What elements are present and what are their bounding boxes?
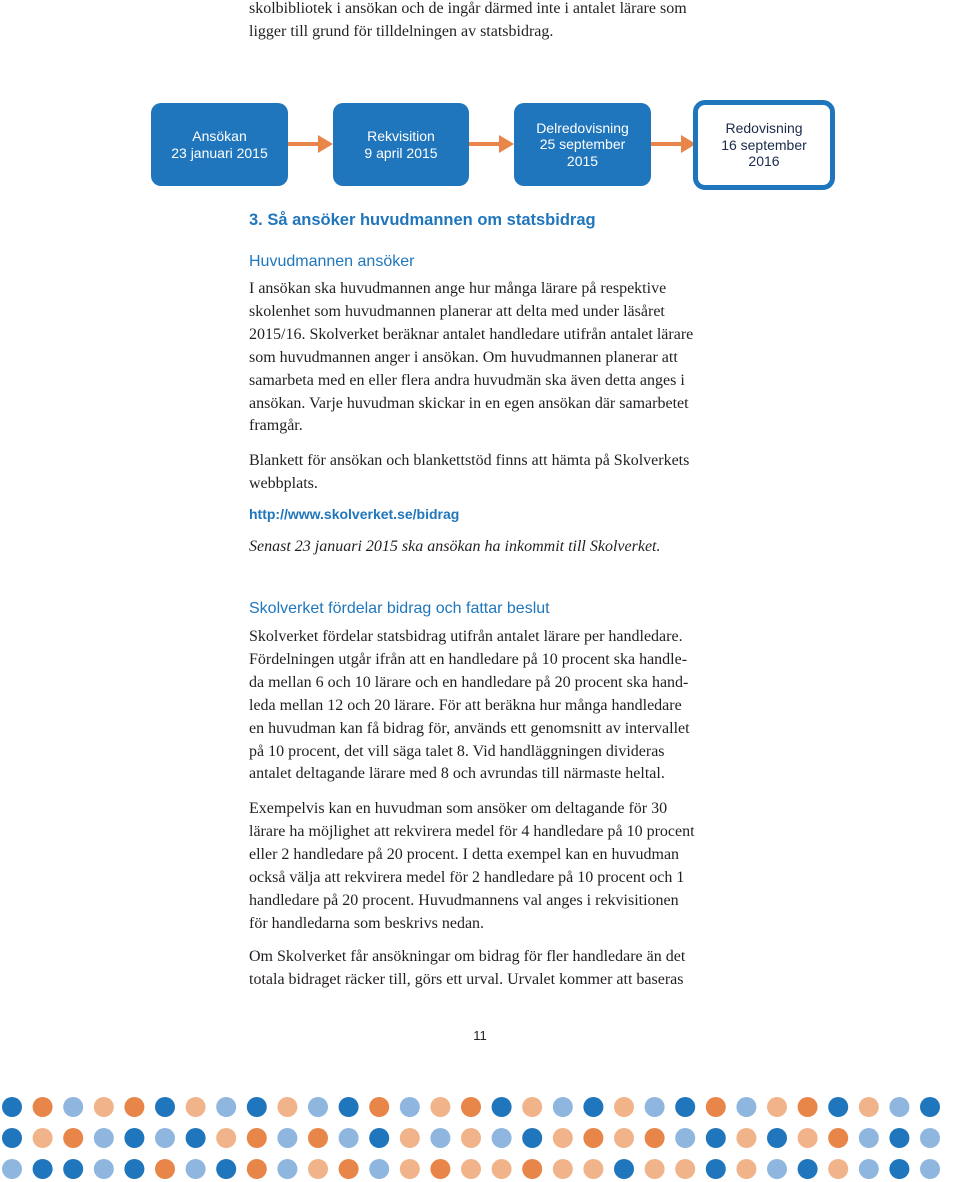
decorative-dot [94,1159,114,1179]
text-line: en huvudman kan få bidrag för, används ett genomsnitt av intervallet [249,719,690,737]
decorative-dot [522,1128,542,1148]
step-date: 9 april 2015 [364,144,438,161]
step-title: Delredovisning [536,119,629,136]
step-year: 2016 [748,153,780,170]
decorative-dot [308,1159,328,1179]
distribute-paragraph-1 [249,626,749,786]
arrow-right-icon [469,132,515,156]
decorative-dot [522,1097,542,1117]
decorative-dot [614,1159,634,1179]
decorative-dot [736,1159,756,1179]
decorative-dot [798,1097,818,1117]
decorative-dot [430,1159,450,1179]
text-line: skolenhet som huvudmannen planerar att delta med under läsåret [249,302,665,320]
decorative-dot [920,1128,940,1148]
decorative-dot [339,1097,359,1117]
decorative-dot [859,1159,879,1179]
text-line: framgår. [249,417,303,435]
text-line: Skolverket fördelar statsbidrag utifrån antalet lärare per handledare. [249,628,683,645]
text-line: samarbeta med en eller flera andra huvudmän ska även detta anges i [249,371,685,389]
decorative-dot [63,1159,83,1179]
decorative-dot [33,1159,53,1179]
decorative-dot [859,1128,879,1148]
decorative-dot [369,1159,389,1179]
decorative-dot [583,1097,603,1117]
decorative-dot [461,1128,481,1148]
timeline-step-ansokan [151,103,288,186]
decorative-dot [920,1097,940,1117]
decorative-dot [706,1159,726,1179]
decorative-dot [920,1159,940,1179]
text-line: I ansökan ska huvudmannen ange hur många lärare på respektive [249,280,667,297]
decorative-dot [369,1128,389,1148]
subheading-distribute: Skolverket fördelar bidrag och fattar beslut [249,600,550,617]
decorative-dot [2,1159,22,1179]
decorative-dot [277,1159,297,1179]
decorative-dot [216,1128,236,1148]
decorative-dot [645,1159,665,1179]
subheading-apply: Huvudmannen ansöker [249,253,415,270]
decorative-dot [675,1159,695,1179]
text-line: handledare på 20 procent. Huvudmannens val anges i rekvisitionen [249,891,679,909]
deadline-note: Senast 23 januari 2015 ska ansökan ha inkommit till Skolverket. [249,538,661,555]
decorative-dot [308,1097,328,1117]
decorative-dot [767,1159,787,1179]
text-line: Blankett för ansökan och blankettstöd finns att hämta på Skolverkets [249,452,690,469]
step-title: Redovisning [725,120,803,137]
decorative-dot [277,1128,297,1148]
decorative-dot [736,1097,756,1117]
decorative-dot [247,1128,267,1148]
decorative-dot [492,1159,512,1179]
step-title: Ansökan [192,128,247,144]
decorative-dot [186,1159,206,1179]
decorative-dot [645,1128,665,1148]
decorative-dot [247,1097,267,1117]
text-line: Om Skolverket får ansökningar om bidrag för fler handledare än det [249,948,686,965]
decorative-dot [675,1097,695,1117]
decorative-dot [63,1128,83,1148]
decorative-dot [492,1128,512,1148]
decorative-dot [33,1097,53,1117]
decorative-dot [124,1128,144,1148]
arrow-right-icon [651,132,697,156]
decorative-dot [889,1159,909,1179]
decorative-dot [522,1159,542,1179]
text-line: Fördelningen utgår ifrån att en handledare på 10 procent ska handle- [249,650,688,668]
decorative-dot [94,1128,114,1148]
decorative-dot [2,1097,22,1117]
step-date: 16 september [721,136,807,153]
text-line: som huvudmannen anger i ansökan. Om huvudmannen planerar att [249,348,678,366]
decorative-dot [706,1097,726,1117]
decorative-dot [828,1128,848,1148]
decorative-dot [461,1097,481,1117]
text-line: da mellan 6 och 10 lärare och en handledare på 20 procent ska hand- [249,673,689,691]
text-line: leda mellan 12 och 20 lärare. För att beräkna hur många handledare [249,696,682,714]
text-line: webbplats. [249,474,318,492]
decorative-dot [583,1128,603,1148]
apply-paragraph-2 [249,450,749,496]
decorative-dot [2,1128,22,1148]
distribute-paragraph-3 [249,946,749,992]
decorative-dot [155,1128,175,1148]
step-date: 23 januari 2015 [171,144,268,161]
page-number: 11 [473,1028,487,1043]
text-line: eller 2 handledare på 20 procent. I detta exempel kan en huvudman [249,845,680,863]
intro-line: skolbibliotek i ansökan och de ingår därmed inte i antalet lärare som [249,0,687,17]
decorative-dot [33,1128,53,1148]
decorative-dot [277,1097,297,1117]
text-line: 2015/16. Skolverket beräknar antalet handledare utifrån antalet lärare [249,325,694,343]
decorative-dot [889,1128,909,1148]
skolverket-link[interactable]: http://www.skolverket.se/bidrag [249,506,460,522]
decorative-dot [889,1097,909,1117]
apply-paragraph-1 [249,278,749,438]
decorative-dot [63,1097,83,1117]
decorative-dot [553,1097,573,1117]
decorative-dot [216,1159,236,1179]
decorative-dot [492,1097,512,1117]
process-timeline [0,0,960,200]
intro-line: ligger till grund för tilldelningen av statsbidrag. [249,22,554,40]
timeline-step-rekvisition [333,103,469,186]
decorative-dot [400,1097,420,1117]
text-line: totala bidraget räcker till, görs ett urval. Urvalet kommer att baseras [249,970,684,988]
timeline-step-delredovisning [514,103,651,186]
decorative-dot [767,1097,787,1117]
decorative-dot [186,1097,206,1117]
decorative-dot [706,1128,726,1148]
decorative-dot [400,1128,420,1148]
decorative-dot [400,1159,420,1179]
decorative-dot [767,1128,787,1148]
decorative-dot [583,1159,603,1179]
decorative-dot [798,1128,818,1148]
decorative-dot [828,1159,848,1179]
decorative-dot-pattern [0,1090,960,1182]
decorative-dot [859,1097,879,1117]
decorative-dot [798,1159,818,1179]
decorative-dot [247,1159,267,1179]
decorative-dot [216,1097,236,1117]
decorative-dot [645,1097,665,1117]
section-title: 3. Så ansöker huvudmannen om statsbidrag [249,211,596,229]
decorative-dot [828,1097,848,1117]
step-year: 2015 [566,152,599,169]
decorative-dot [155,1097,175,1117]
decorative-dot [736,1128,756,1148]
timeline-step-redovisning [693,100,835,190]
decorative-dot [339,1159,359,1179]
text-line: lärare ha möjlighet att rekvirera medel för 4 handledare på 10 procent [249,822,695,840]
decorative-dot [124,1097,144,1117]
decorative-dot [614,1128,634,1148]
text-line: för handledarna som beskrivs nedan. [249,914,485,932]
decorative-dot [339,1128,359,1148]
decorative-dot [614,1097,634,1117]
decorative-dot [124,1159,144,1179]
decorative-dot [675,1128,695,1148]
text-line: Exempelvis kan en huvudman som ansöker om deltagande för 30 [249,800,668,817]
text-line: ansökan. Varje huvudman skickar in en egen ansökan där samarbetet [249,394,689,412]
text-line: antalet deltagande lärare med 8 och avrundas till närmaste heltal. [249,765,665,783]
decorative-dot [186,1128,206,1148]
decorative-dot [369,1097,389,1117]
decorative-dot [94,1097,114,1117]
text-line: också välja att rekvirera medel för 2 handledare på 10 procent och 1 [249,868,685,886]
decorative-dot [430,1128,450,1148]
decorative-dot [553,1159,573,1179]
distribute-paragraph-2 [249,798,749,935]
decorative-dot [308,1128,328,1148]
step-title: Rekvisition [367,128,435,144]
step-date: 25 september [539,136,626,153]
decorative-dot [553,1128,573,1148]
decorative-dot [155,1159,175,1179]
arrow-right-icon [288,132,334,156]
text-line: på 10 procent, det vill säga talet 8. Vid handläggningen divideras [249,742,665,760]
decorative-dot [430,1097,450,1117]
decorative-dot [461,1159,481,1179]
